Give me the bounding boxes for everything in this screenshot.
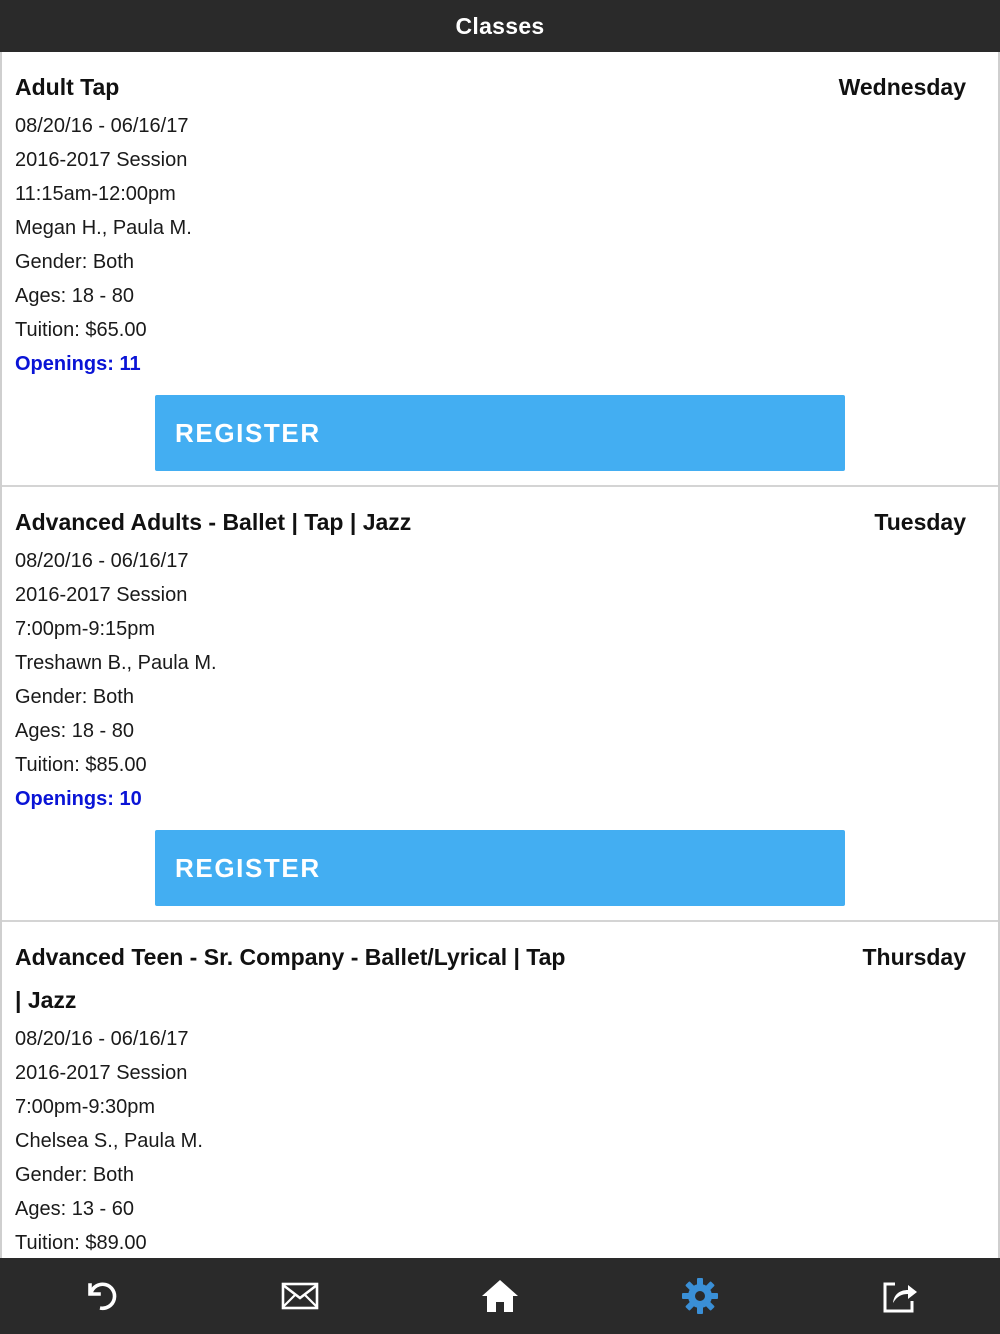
share-tab[interactable] [800, 1258, 1000, 1334]
class-time: 7:00pm-9:30pm [15, 1096, 156, 1118]
class-openings: Openings: 10 [15, 788, 142, 810]
class-tuition: Tuition: $85.00 [15, 754, 147, 776]
class-gender: Gender: Both [15, 1164, 134, 1186]
bottom-tab-bar [0, 1258, 1000, 1334]
class-ages: Ages: 18 - 80 [15, 720, 134, 742]
class-day: Wednesday [838, 74, 966, 100]
class-tuition: Tuition: $89.00 [15, 1232, 147, 1254]
class-day: Thursday [862, 944, 966, 970]
class-list[interactable] [0, 52, 1000, 1258]
class-openings: Openings: 11 [15, 353, 141, 375]
home-tab[interactable] [400, 1258, 600, 1334]
gear-icon [681, 1277, 719, 1315]
class-time: 11:15am-12:00pm [15, 183, 176, 205]
class-tuition: Tuition: $65.00 [15, 319, 147, 341]
class-dates: 08/20/16 - 06/16/17 [15, 115, 189, 137]
page-title: Classes [455, 12, 545, 39]
settings-tab[interactable] [600, 1258, 800, 1334]
top-bar [0, 0, 1000, 52]
mail-tab[interactable] [200, 1258, 400, 1334]
class-card [2, 487, 998, 922]
class-instructors: Chelsea S., Paula M. [15, 1130, 203, 1152]
class-name: Advanced Teen - Sr. Company - Ballet/Lyrical | Tap | Jazz [15, 944, 566, 1013]
class-session: 2016-2017 Session [15, 149, 188, 171]
class-instructors: Megan H., Paula M. [15, 217, 192, 239]
class-name: Adult Tap [15, 74, 120, 100]
class-ages: Ages: 18 - 80 [15, 285, 134, 307]
class-name: Advanced Adults - Ballet | Tap | Jazz [15, 509, 412, 535]
register-button[interactable]: REGISTER [155, 830, 845, 906]
class-instructors: Treshawn B., Paula M. [15, 652, 217, 674]
class-day: Tuesday [874, 509, 966, 535]
class-dates: 08/20/16 - 06/16/17 [15, 1028, 189, 1050]
mail-icon [281, 1281, 319, 1311]
class-session: 2016-2017 Session [15, 1062, 188, 1084]
refresh-tab[interactable] [0, 1258, 200, 1334]
class-ages: Ages: 13 - 60 [15, 1198, 134, 1220]
refresh-icon [81, 1277, 119, 1315]
class-gender: Gender: Both [15, 686, 134, 708]
class-card [2, 922, 998, 1258]
class-gender: Gender: Both [15, 251, 134, 273]
class-session: 2016-2017 Session [15, 584, 188, 606]
class-time: 7:00pm-9:15pm [15, 618, 156, 640]
class-dates: 08/20/16 - 06/16/17 [15, 550, 189, 572]
register-button[interactable]: REGISTER [155, 395, 845, 471]
home-icon [481, 1278, 519, 1314]
share-icon [881, 1277, 919, 1315]
class-card [2, 52, 998, 487]
